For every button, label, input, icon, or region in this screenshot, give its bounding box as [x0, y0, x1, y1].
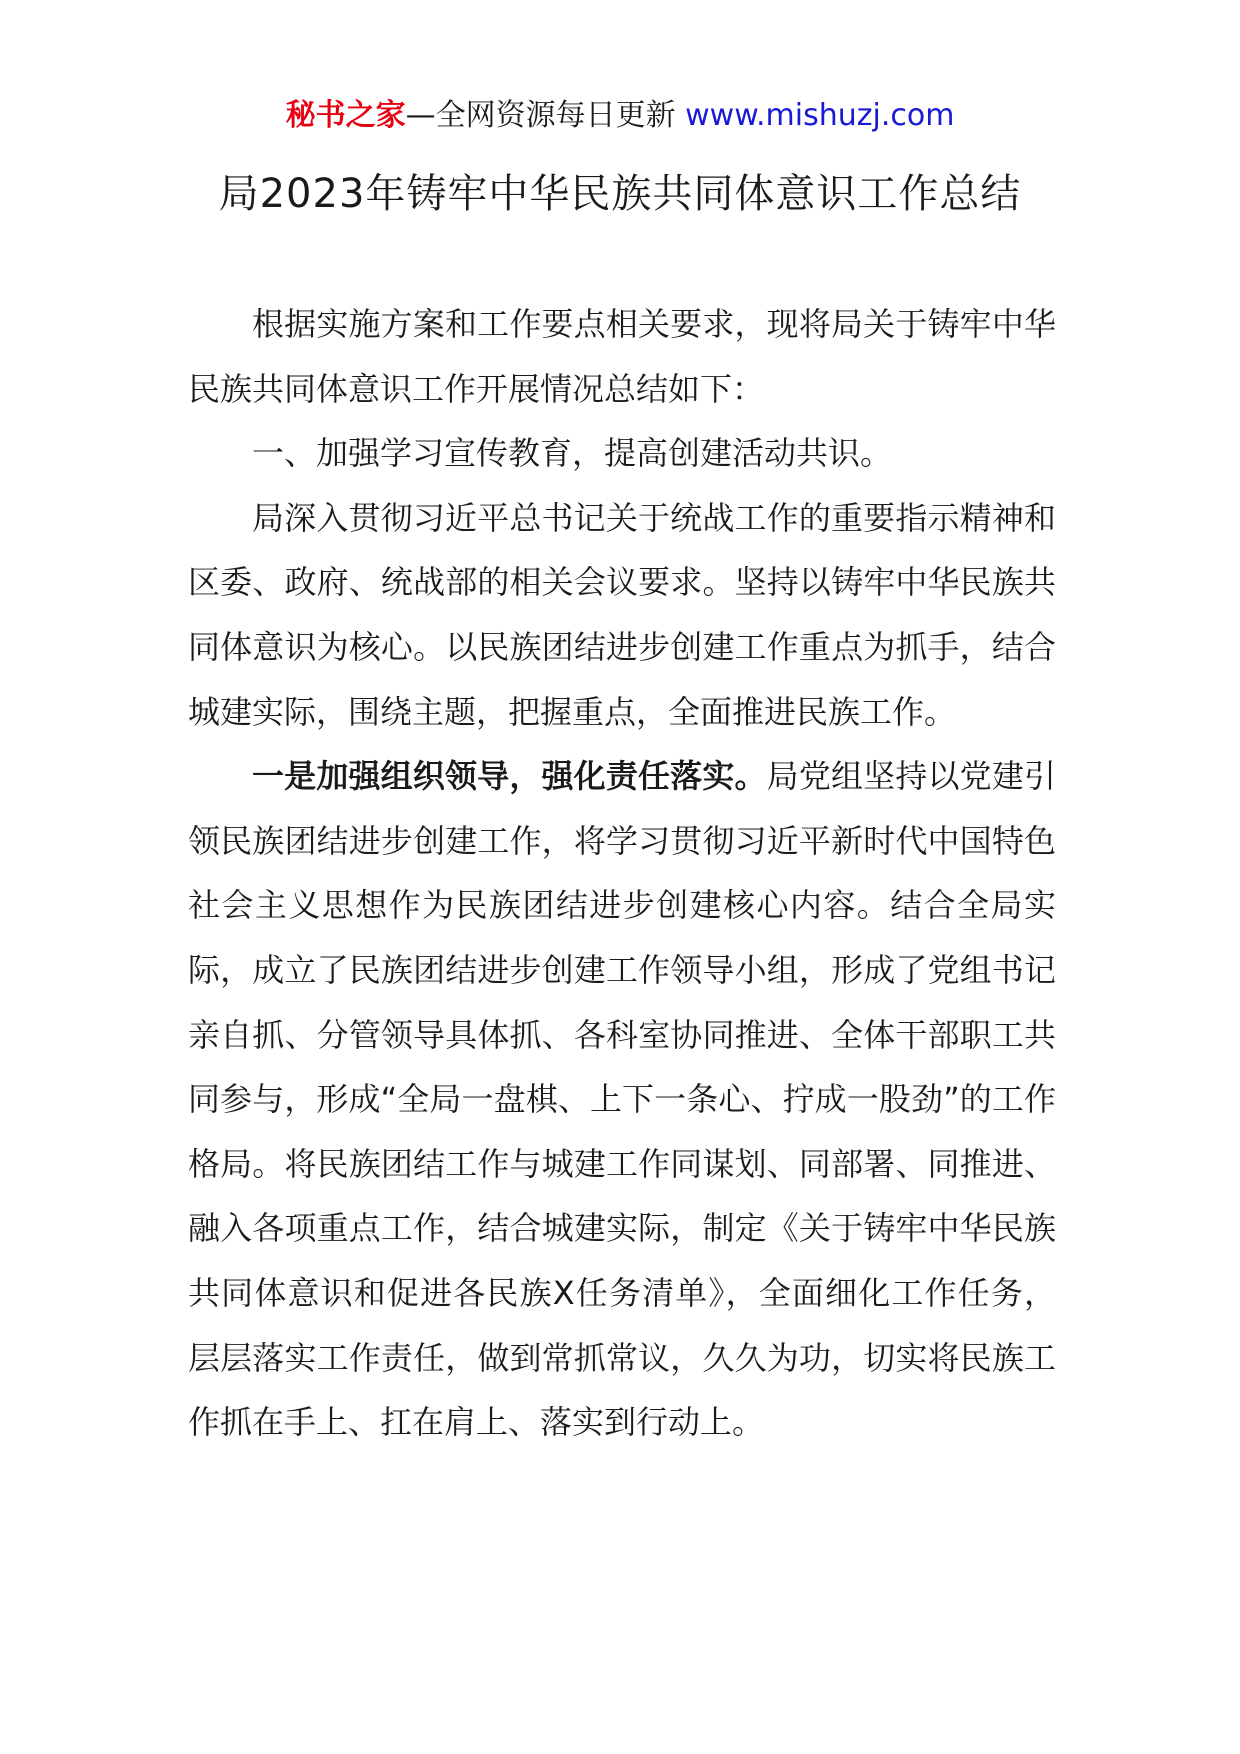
site-header [0, 96, 1240, 136]
header-tagline: —全网资源每日更新 [405, 98, 676, 133]
section-heading-1: 一、加强学习宣传教育，提高创建活动共识。 [252, 434, 893, 473]
paragraph-intro: 根据实施方案和工作要点相关要求，现将局关于铸牢中华民族共同体意识工作开展情况总结如下： [188, 305, 1056, 408]
point-1-text: 局党组坚持以党建引领民族团结进步创建工作，将学习贯彻习近平新时代中国特色社会主义思想作为民族团结进步创建核心内容。结合全局实际，成立了民族团结进步创建工作领导小组，形成了党组书记亲自抓、分管领导具体抓、各科室协同推进、全体干部职工共同参与，形成“全局一盘棋、上下一条心、拧成一股劲”的工作格局。将民族团结工作与城建工作同谋划、同部署、同推进、融入各项重点工作，结合城建实际，制定《关于铸牢中华民族共同体意识和促进各民族X任务清单》，全面细化工作任务，层层落实工作责任，做到常抓常议，久久为功，切实将民族工作抓在手上、扛在肩上、落实到行动上。 [188, 757, 1056, 1442]
paragraph-point-1 [188, 744, 1056, 1455]
paragraph-section-1: 局深入贯彻习近平总书记关于统战工作的重要指示精神和区委、政府、统战部的相关会议要求。坚持以铸牢中华民族共同体意识为核心。以民族团结进步创建工作重点为抓手，结合城建实际，围绕主题，把握重点，全面推进民族工作。 [188, 498, 1056, 731]
point-1-lead: 一是加强组织领导，强化责任落实。 [252, 757, 767, 796]
document-body [188, 292, 1056, 1455]
document-title: 局2023年铸牢中华民族共同体意识工作总结 [218, 171, 1022, 217]
brand-name: 秘书之家 [285, 98, 406, 133]
site-url-link[interactable]: www.mishuzj.com [685, 98, 955, 133]
